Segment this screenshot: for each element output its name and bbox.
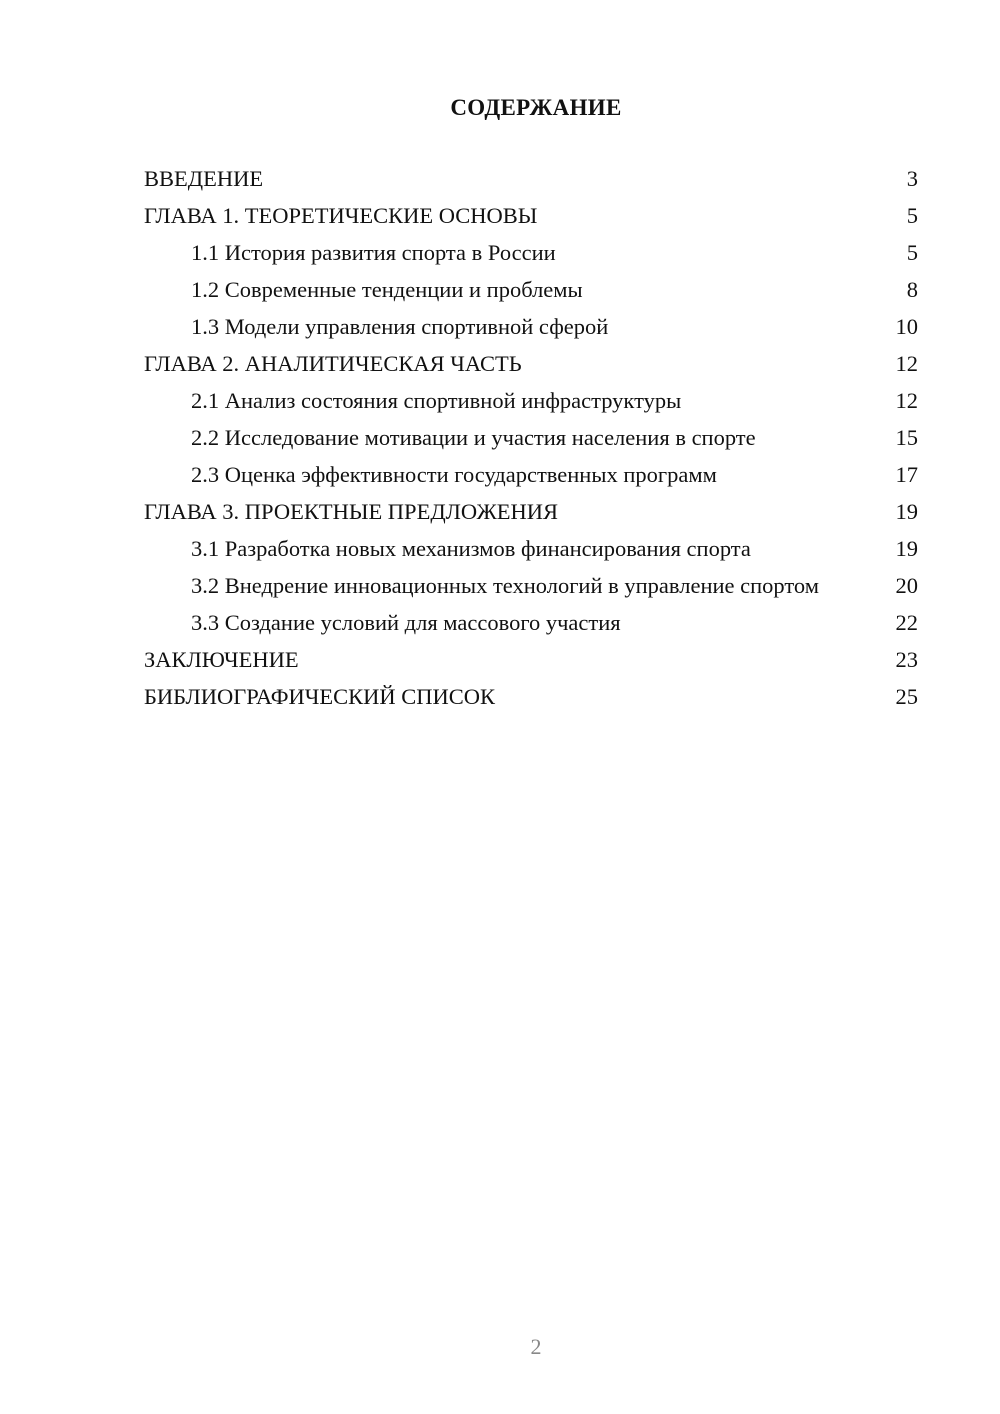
- toc-entry-page: 19: [895, 536, 918, 561]
- page-title: СОДЕРЖАНИЕ: [450, 95, 622, 120]
- toc-entry-label: ГЛАВА 3. ПРОЕКТНЫЕ ПРЕДЛОЖЕНИЯ: [144, 499, 559, 524]
- toc-entry-section-3-2[interactable]: [144, 573, 918, 599]
- toc-entry-label: 2.2 Исследование мотивации и участия населения в спорте: [191, 425, 756, 450]
- toc-entry-section-1-3[interactable]: [144, 314, 918, 340]
- toc-entry-section-2-1[interactable]: [144, 388, 918, 414]
- toc-entry-page: 15: [895, 425, 918, 450]
- toc-entry-label: ГЛАВА 1. ТЕОРЕТИЧЕСКИЕ ОСНОВЫ: [144, 203, 538, 228]
- toc-entry-label: 3.3 Создание условий для массового участия: [191, 610, 621, 635]
- toc-entry-section-2-3[interactable]: [144, 462, 918, 488]
- toc-entry-section-2-2[interactable]: [144, 425, 918, 451]
- toc-entry-page: 20: [895, 573, 918, 598]
- toc-entry-label: 2.1 Анализ состояния спортивной инфраструктуры: [191, 388, 682, 413]
- toc-entry-page: 12: [895, 388, 918, 413]
- toc-entry-section-3-1[interactable]: [144, 536, 918, 562]
- toc-entry-introduction[interactable]: [144, 166, 918, 192]
- toc-entry-label: 1.2 Современные тенденции и проблемы: [191, 277, 583, 302]
- toc-entry-label: 3.2 Внедрение инновационных технологий в управление спортом: [191, 573, 819, 598]
- toc-entry-label: ЗАКЛЮЧЕНИЕ: [144, 647, 299, 672]
- toc-entry-section-3-3[interactable]: [144, 610, 918, 636]
- toc-entry-page: 17: [895, 462, 918, 487]
- toc-entry-label: 1.1 История развития спорта в России: [191, 240, 556, 265]
- table-of-contents: [144, 166, 918, 721]
- toc-entry-page: 23: [895, 647, 918, 672]
- toc-entry-label: 1.3 Модели управления спортивной сферой: [191, 314, 609, 339]
- toc-entry-label: 3.1 Разработка новых механизмов финансирования спорта: [191, 536, 751, 561]
- toc-entry-page: 22: [895, 610, 918, 635]
- toc-entry-label: БИБЛИОГРАФИЧЕСКИЙ СПИСОК: [144, 684, 496, 709]
- toc-entry-label: 2.3 Оценка эффективности государственных программ: [191, 462, 717, 487]
- toc-entry-bibliography[interactable]: [144, 684, 918, 710]
- page-number: 2: [530, 1334, 542, 1359]
- toc-entry-label: ГЛАВА 2. АНАЛИТИЧЕСКАЯ ЧАСТЬ: [144, 351, 522, 376]
- toc-entry-conclusion[interactable]: [144, 647, 918, 673]
- toc-entry-chapter-2[interactable]: [144, 351, 918, 377]
- toc-entry-page: 10: [895, 314, 918, 339]
- toc-entry-page: 5: [906, 203, 918, 228]
- toc-entry-section-1-1[interactable]: [144, 240, 918, 266]
- toc-entry-page: 25: [895, 684, 918, 709]
- toc-entry-page: 5: [906, 240, 918, 265]
- toc-entry-page: 19: [895, 499, 918, 524]
- toc-entry-chapter-3[interactable]: [144, 499, 918, 525]
- toc-entry-page: 12: [895, 351, 918, 376]
- toc-entry-chapter-1[interactable]: [144, 203, 918, 229]
- toc-entry-section-1-2[interactable]: [144, 277, 918, 303]
- toc-entry-page: 8: [906, 277, 918, 302]
- toc-entry-page: 3: [906, 166, 918, 191]
- toc-entry-label: ВВЕДЕНИЕ: [144, 166, 264, 191]
